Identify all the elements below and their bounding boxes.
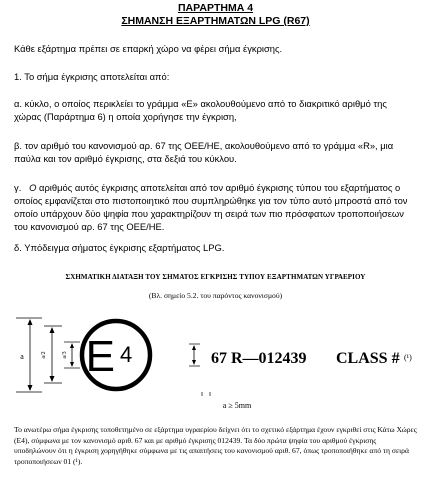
item-g-prefix: γ. [14, 182, 22, 193]
item-g-text: αριθμός αυτός έγκρισης αποτελείται από τον αριθμό έγκρισης τύπου του εξαρτήματος ο οποίος εμφανίζεται στο πιστοποιητικό που συμπληρώθηκε για τον τύπο αυτό μπροστά από τον οποίο υπάρχουν δύο ψηφία που χαρακτηρίζουν τη σειρά των πιο πρόσφατων τροποποιήσεων του κανονισμού αρ. 67 της ΟΕΕ/ΗΕ. [14, 182, 408, 232]
item-g-italic-word: Ο [29, 182, 37, 193]
class-label: CLASS # [336, 350, 400, 367]
figure-subtitle: (Βλ. σημείο 5.2. του παρόντος κανονισμού) [148, 291, 283, 300]
figure-title: ΣΧΗΜΑΤΙΚΗ ΔΙΑΤΑΞΗ ΤΟΥ ΣΗΜΑΤΟΣ ΕΓΚΡΙΣΗΣ ΤΥΠΟΥ ΕΞΑΡΤΗΜΑΤΩΝ ΥΓΡΑΕΡΙΟΥ [65, 273, 366, 281]
mark-letter-e: E [85, 332, 115, 381]
approval-mark-figure [14, 306, 424, 414]
mark-country-number: 4 [120, 342, 133, 367]
dim-rule-label: a ≥ 5mm [222, 401, 252, 410]
class-footnote-marker: (¹) [404, 353, 412, 362]
annex-title: ΠΑΡΑΡΤΗΜΑ 4 [177, 2, 254, 14]
dim-a2-label: a/2 [41, 351, 47, 359]
dim-a3-label: a/3 [62, 351, 68, 359]
item-b-paragraph: β. τον αριθμό του κανονισμού αρ. 67 της ΟΕΕ/ΗΕ, ακολουθούμενο από το γράμμα «R», μια παύλα και τον αριθμό έγκρισης, στα δεξιά του κύκλου. [14, 140, 394, 164]
intro-paragraph: Κάθε εξάρτημα πρέπει σε επαρκή χώρο να φέρει σήμα έγκρισης. [14, 43, 283, 54]
item-g-paragraph [14, 181, 416, 233]
figure-footnote: Το ανωτέρω σήμα έγκρισης τοποθετημένο σε εξάρτημα υγραερίου δείχνει ότι το σχετικό εξάρτημα έχουν εγκριθεί στις Κάτω Χώρες (Ε4), σύμφωνα με τον κανονισμό αριθ. 67 και με αριθμό έγκρισης 012439. Τα δύο πρώτα ψηφία του αριθμού έγκρισης υποδηλώνουν ότι η έγκριση χορηγήθηκε σύμφωνα με τις απαιτήσεις του κανονισμού αριθ. 67, όπως τροποποιήθηκε από τη σειρά τροποποιήσεων 01 (¹). [14, 425, 417, 466]
item-d-paragraph: δ. Υπόδειγμα σήματος έγκρισης εξαρτήματος LPG. [14, 242, 225, 253]
item-1-paragraph: 1. Το σήμα έγκρισης αποτελείται από: [14, 71, 170, 82]
item-a-paragraph: α. κύκλο, ο οποίος περικλείει το γράμμα «Ε» ακολουθούμενο από το διακριτικό αριθμό της χώρας (Παράρτημα 6) η οποία χορήγησε την έγκριση, [14, 98, 387, 122]
approval-number: 67 R—012439 [211, 350, 307, 367]
annex-subtitle: ΣΗΜΑΝΣΗ ΕΞΑΡΤΗΜΑΤΩΝ LPG (R67) [121, 15, 310, 27]
dim-a-label: a [20, 352, 24, 361]
